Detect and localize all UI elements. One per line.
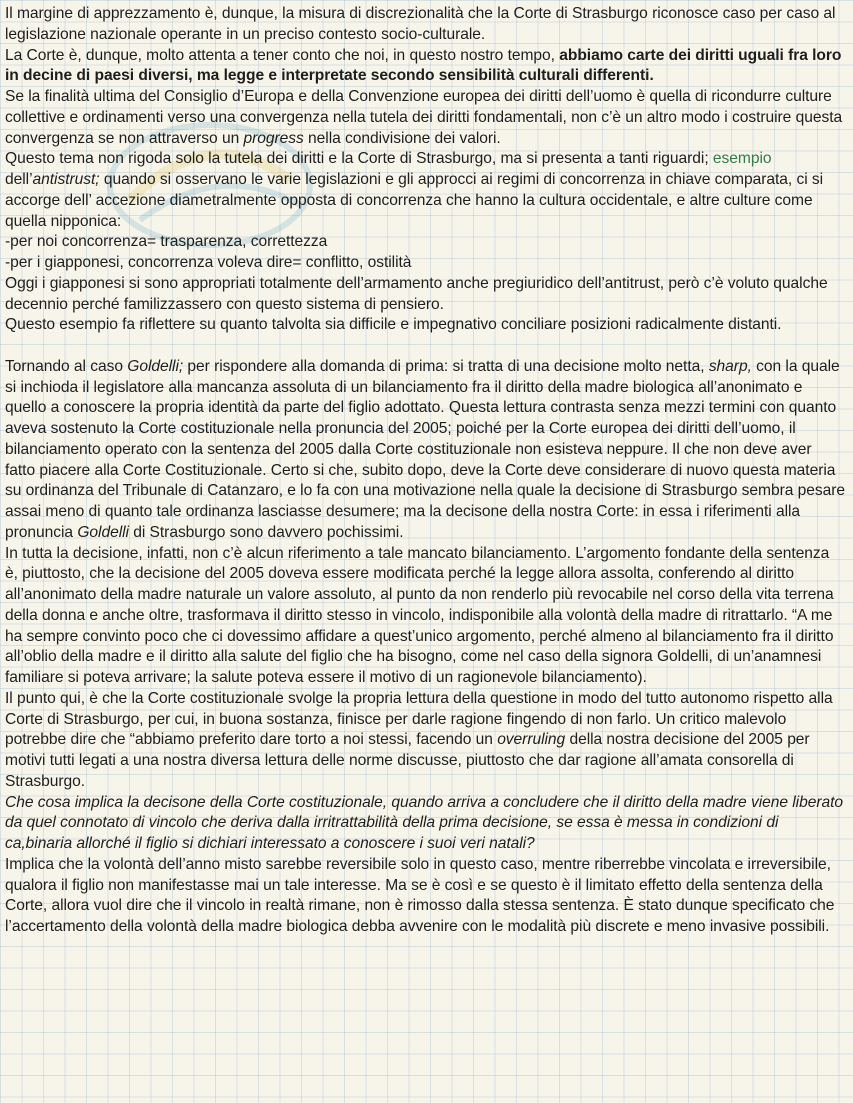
text: Se la finalità ultima del Consiglio d’Europa e della Convenzione europea dei diritti dell’uomo è quella di ricondurre culture collettive e ordinamenti verso una convergenza nella tutela dei diritti fondamentali, non c’è un altro modo i costruire questa convergenza se non attraverso un [5,88,843,147]
paragraph [5,46,845,88]
text: con la quale si inchioda il legislatore alla mancanza assoluta di un bilanciamento fra il diritto della madre biologica all’anonimato e quello a conoscere la propria identità da parte del figlio adottato. Questa lettura contrasta senza mezzi termini con quanto aveva sostenuto la Corte costituzionale nella pronuncia del 2005; poiché per la Corte europea dei diritti dell’uomo, il bilanciamento operato con la sentenza del 2005 dalla Corte costituzionale non esisteva neppure. Il che non deve aver fatto piacere alla Corte Costituzionale. Certo si che, subito dopo, deve la Corte deve considerare di nuovo questa materia su ordinanza del Tribunale di Catanzaro, e lo fa con una motivazione nella quale la decisione di Strasburgo sembra pesare assai meno di quanto tale ordinanza lasciasse desumere; ma la decisone della nostra Corte: in essa i riferimenti alla pronuncia [5,357,845,541]
document-page [5,4,845,938]
bold-text: abbiamo carte dei diritti uguali fra loro in decine di paesi diversi, ma legge e interpretate secondo sensibilità culturali differenti. [5,46,842,85]
paragraph: Il margine di apprezzamento è, dunque, la misura di discrezionalità che la Corte di Strasburgo riconosce caso per caso al legislazione nazionale operante in un preciso contesto socio-culturale. [5,5,836,43]
text: per rispondere alla domanda di prima: si tratta di una decisione molto netta, [183,357,709,375]
italic-text: Che cosa implica la decisone della Corte costituzionale, quando arriva a concludere che il diritto della madre viene liberato da quel connotato di vincolo che deriva dalla irritrattabilità della prima decisione, se essa è messa in condizioni di ca,binaria allorché il figlio si dichiari interessato a conoscere i suoi veri natali? [5,793,844,852]
text: quando si osservano le varie legislazioni e gli approcci ai regimi di concorrenza in chiave comparata, ci si accorge dell’ accezione diametralmente opposta di concorrenza che hanno la cultura occidentale, e altre culture come quella nipponica: [5,171,824,230]
paragraph: Oggi i giapponesi si sono appropriati totalmente dell’armamento anche pregiuridico dell’antitrust, però c’è voluto qualche decennio perché familizzassero con questo sistema di pensiero. [5,274,828,313]
italic-text: sharp, [708,357,752,375]
list-item: -per noi concorrenza= trasparenza, correttezza [5,233,328,251]
italic-text: Goldelli [77,523,129,541]
text: della nostra decisione del 2005 per motivi tutti legati a una nostra diversa lettura delle norme discusse, piuttosto che dar ragione all’amata consorella di Strasburgo. [5,731,810,790]
paragraph: Implica che la volontà dell’anno misto sarebbe reversibile solo in questo caso, mentre riberrebbe vincolata e irreversibile, qualora il figlio non manifestasse mai un tale interesse. Ma se è così e se questo è il limitato effetto della sentenza della Corte, allora vuol dire che il vincolo in realtà rimane, non è rimosso dalla stessa sentenza. È stato dunque specificato che l’accertamento della volontà della madre biologica debba avvenire con le modalità più discrete e meno invasive possibili. [5,855,835,935]
question-paragraph [5,793,845,855]
paragraph [5,689,845,793]
paragraph [5,87,845,149]
text: La Corte è, dunque, molto attenta a tener conto che noi, in questo nostro tempo, [5,46,560,64]
paragraph: Questo esempio fa riflettere su quanto talvolta sia difficile e impegnativo conciliare posizioni radicalmente distanti. [5,316,782,334]
paragraph: In tutta la decisione, infatti, non c’è alcun riferimento a tale mancato bilanciamento. L’argomento fondante della sentenza è, piuttosto, che la decisione del 2005 doveva essere modificata perché la legge allora assolta, conferendo al diritto all’anonimato della madre naturale un valore assoluto, al punto da non renderlo più revocabile nel corso della vita terrena della donna e anche oltre, trasformava il diritto stesso in vincolo, indisponibile alla volontà della madre di ritrattarlo. “A me ha sempre convinto poco che ci dovessimo affidare a quest’unico argomento, perché almeno al bilanciamento fra il diritto all’oblio della madre e il diritto alla salute del figlio che ha bisogno, come nel caso della signora Goldelli, di un’anamnesi familiare si poteva arrivare; la salute poteva essere il motivo di un ragionevole bilanciamento). [5,544,834,686]
paragraph [5,149,845,232]
italic-text: antistrust; [32,171,100,188]
italic-text: progress [243,129,304,147]
text: nella condivisione dei valori. [303,129,501,147]
paragraph [5,357,845,544]
list-item: -per i giapponesi, concorrenza voleva dire= conflitto, ostilità [5,254,412,271]
green-text: esempio [712,150,772,168]
text: Questo tema non rigoda solo la tutela dei diritti e la Corte di Strasburgo, ma si presenta a tanti riguardi; [5,150,713,168]
text: Tornando al caso [5,357,128,375]
text: Il punto qui, è che la Corte costituzionale svolge la propria lettura della questione in modo del tutto autonomo rispetto alla Corte di Strasburgo, per cui, in buona sostanza, finisce per darle ragione fingendo di non farlo. Un critico malevolo potrebbe dire che “abbiamo preferito dare torto a noi stessi, facendo un [5,689,833,749]
blank-line [5,336,845,357]
text: di Strasburgo sono davvero pochissimi. [128,523,404,541]
text: dell’ [5,171,33,188]
italic-text: Goldelli; [127,357,184,375]
italic-text: overruling [497,731,566,749]
